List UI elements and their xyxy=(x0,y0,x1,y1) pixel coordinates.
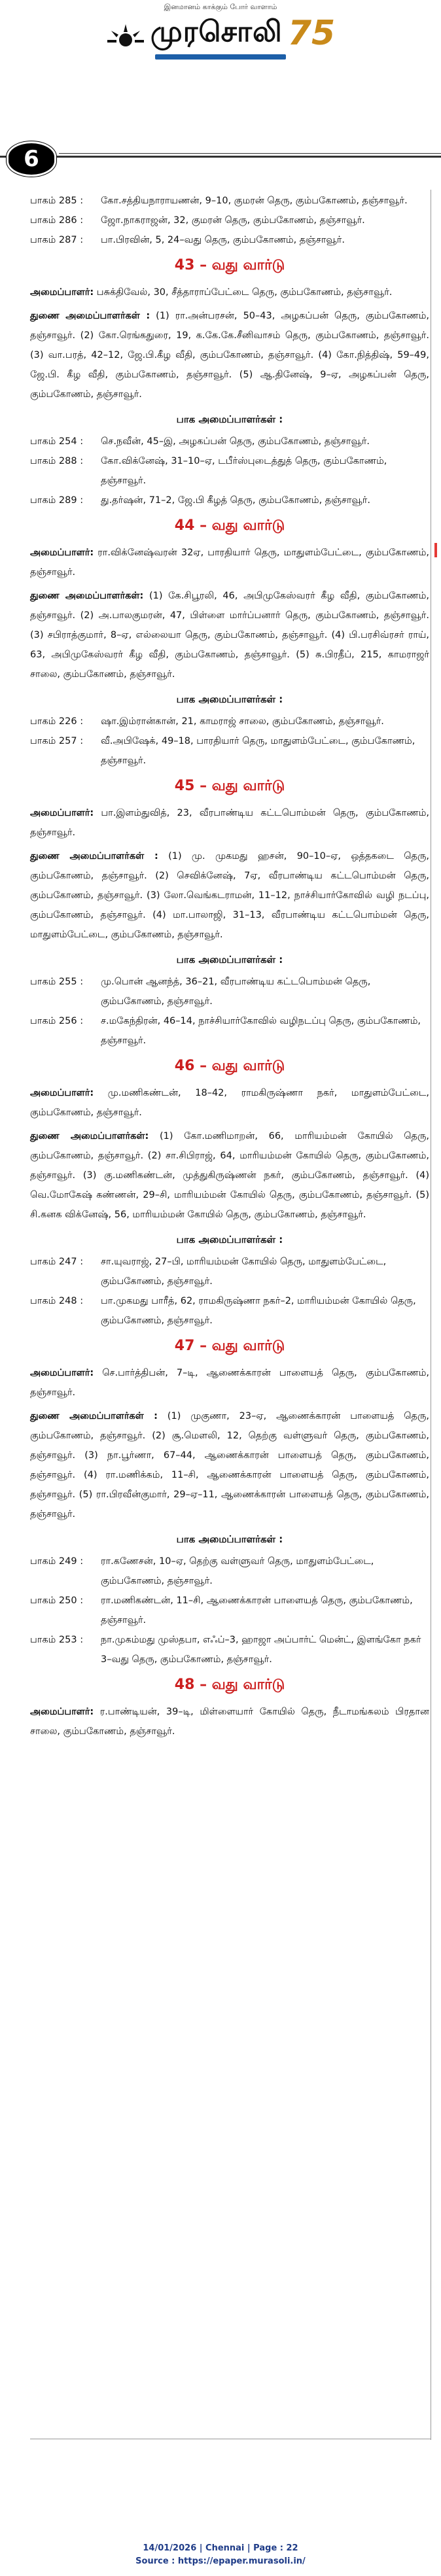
organiser-paragraph xyxy=(30,803,429,843)
booth-address: ரா.கணேசன், 10–ஏ, தெற்கு வள்ளுவர் தெரு, மாதுளம்பேட்டை, கும்பகோணம், தஞ்சாவூர். xyxy=(101,1556,374,1586)
booth-number: பாகம் 287 : xyxy=(30,235,84,245)
organiser-role-label: துணை அமைப்பாளர்கள் : xyxy=(30,311,150,321)
ward-heading: 45 – வது வார்டு xyxy=(174,778,285,794)
organiser-role-label: அமைப்பாளர்: xyxy=(30,1088,94,1098)
footer-source-line: Source : https://epaper.murasoli.in/ xyxy=(135,2556,306,2566)
organiser-role-label: அமைப்பாளர்: xyxy=(30,548,94,558)
booth-number: பாகம் 250 : xyxy=(30,1595,84,1606)
organiser-paragraph xyxy=(30,283,429,302)
booth-address: வீ.அபிஷேக், 49–18, பாரதியார் தெரு, மாதுளம்பேட்டை, கும்பகோணம், தஞ்சாவூர். xyxy=(101,736,415,766)
organiser-details: (1) முகுணா, 23–ஏ, ஆணைக்காரன் பாளையத் தெரு, கும்பகோணம், தஞ்சாவூர். (2) சூ.மௌலி, 12, தெற்கு வள்ளுவர் தெரு, கும்பகோணம், தஞ்சாவூர். (3) நா.பூர்ணா, 67–44, ஆணைக்காரன் பாளையத் தெரு, கும்பகோணம், தஞ்சாவூர். (4) ரா.மணிக்கம், 11–சி, ஆணைக்காரன் பாளையத் தெரு, கும்பகோணம், தஞ்சாவூர். (5) ரா.பிரவீன்குமார், 29–ஏ–11, ஆணைக்காரன் பாளையத் தெரு, கும்பகோணம், தஞ்சாவூர். xyxy=(30,1411,429,1520)
masthead-tagline: இனமானம் காக்கும் போர் வாளாம் xyxy=(164,3,277,11)
organiser-paragraph xyxy=(30,543,429,582)
organiser-role-label: துணை அமைப்பாளர்கள் : xyxy=(30,1411,158,1421)
booth-entry xyxy=(30,972,429,1011)
ward-heading: 44 – வது வார்டு xyxy=(174,517,285,534)
booth-address: செ.நவீன், 45–இ, அழகப்பன் தெரு, கும்பகோணம், தஞ்சாவூர். xyxy=(101,436,370,447)
organiser-details: செ.பார்த்திபன், 7–டி, ஆணைக்காரன் பாளையத் தெரு, கும்பகோணம், தஞ்சாவூர். xyxy=(30,1368,429,1398)
organiser-paragraph xyxy=(30,1363,429,1402)
booth-address: ஷா.இம்ரான்கான், 21, காமராஜ் சாலை, கும்பகோணம், தஞ்சாவூர். xyxy=(101,716,384,727)
booth-number: பாகம் 256 : xyxy=(30,1016,84,1026)
booth-number: பாகம் 285 : xyxy=(30,196,84,206)
section-subheading: பாக அமைப்பாளர்கள் : xyxy=(176,1533,283,1545)
organiser-role-label: அமைப்பாளர்: xyxy=(30,287,94,298)
anniversary-mark: 75 xyxy=(287,14,336,53)
booth-address: ஜோ.நாகராஜன், 32, குமரன் தெரு, கும்பகோணம், தஞ்சாவூர். xyxy=(101,215,365,226)
booth-entry xyxy=(30,211,429,230)
booth-number: பாகம் 255 : xyxy=(30,977,84,987)
organiser-details: (1) ரா.அன்பரசன், 50–43, அழகப்பன் தெரு, கும்பகோணம், தஞ்சாவூர். (2) கோ.ரெங்கதுரை, 19, க.கே.கே.சீனிவாசம் தெரு, கும்பகோணம், தஞ்சாவூர். (3) வா.பரத், 42–12, ஜே.பி.கீழ வீதி, கும்பகோணம், தஞ்சாவூர். (4) கோ.நித்திஷ், 59–49, ஜே.பி. கீழ வீதி, கும்பகோணம், தஞ்சாவூர். (5) ஆ.தினேஷ், 9–ஏ, அழகப்பன் தெரு, கும்பகோணம், தஞ்சாவூர். xyxy=(30,311,429,400)
section-subheading: பாக அமைப்பாளர்கள் : xyxy=(176,693,283,705)
organiser-role-label: துணை அமைப்பாளர்கள் : xyxy=(30,851,158,862)
section-subheading: பாக அமைப்பாளர்கள் : xyxy=(176,1234,283,1245)
organiser-details: (1) கே.சிபூரலி, 46, அபிமுகேஸ்வரர் கீழ வீதி, கும்பகோணம், தஞ்சாவூர். (2) அ.பாலகுமரன், 47, பிள்ளை மார்ப்பனார் தெரு, கும்பகோணம், தஞ்சாவூர். (3) சபிராத்குமார், 8–ஏ, எல்லையா தெரு, கும்பகோணம், தஞ்சாவூர். (4) பி.பரசிவ்ரசர் ராய், 63, அபிமுகேஸ்வரர் கீழ வீதி, கும்பகோணம், தஞ்சாவூர். (5) சு.பிரதீப், 215, காமராஜர் சாலை, கும்பகோணம், தஞ்சாவூர். xyxy=(30,591,430,680)
organiser-role-label: துணை அமைப்பாளர்கள்: xyxy=(30,591,144,601)
page-number-bar xyxy=(0,141,441,173)
sun-rays-icon xyxy=(106,20,145,46)
organiser-details: (1) கோ.மணிமாறன், 66, மாரியம்மன் கோயில் தெரு, கும்பகோணம், தஞ்சாவூர். (2) சா.சிபிராஜ், 64, மாரியம்மன் கோயில் தெரு, கும்பகோணம், தஞ்சாவூர். (3) கு.மணிகண்டன், முத்துகிருஷ்ணன் நகர், கும்பகோணம், தஞ்சாவூர். (4) வெ.மோகேஷ் கண்ணன், 29–சி, மாரியம்மன் கோயில் தெரு, கும்பகோணம், தஞ்சாவூர். (5) சி.கனக விக்னேஷ், 56, மாரியம்மன் கோயில் தெரு, கும்பகோணம், தஞ்சாவூர். xyxy=(30,1131,429,1220)
booth-entry xyxy=(30,1011,429,1051)
booth-entry xyxy=(30,432,429,451)
booth-address: சா.யுவராஜ், 27–பி, மாரியம்மன் கோயில் தெரு, மாதுளம்பேட்டை, கும்பகோணம், தஞ்சாவூர். xyxy=(101,1257,387,1287)
section-subheading: பாக அமைப்பாளர்கள் : xyxy=(176,413,283,425)
organiser-role-label: அமைப்பாளர்: xyxy=(30,1368,94,1378)
booth-entry xyxy=(30,191,429,211)
organiser-role-label: அமைப்பாளர்: xyxy=(30,1707,94,1717)
booth-address: மு.பொன் ஆனந்த், 36–21, வீரபாண்டிய கட்டபொம்மன் தெரு, கும்பகோணம், தஞ்சாவூர். xyxy=(101,977,371,1007)
organiser-details: பா.இளம்துவித், 23, வீரபாண்டிய கட்டபொம்மன் தெரு, கும்பகோணம், தஞ்சாவூர். xyxy=(30,808,429,838)
organiser-details: பசுக்திவேல், 30, சீத்தாராப்பேட்டை தெரு, கும்பகோணம், தஞ்சாவூர். xyxy=(94,287,393,298)
page-number-badge: 6 xyxy=(7,141,56,177)
booth-address: து.தர்ஷன், 71–2, ஜே.பி கீழத் தெரு, கும்பகோணம், தஞ்சாவூர். xyxy=(101,495,370,506)
booth-number: பாகம் 286 : xyxy=(30,215,84,226)
booth-entry xyxy=(30,1252,429,1291)
booth-entry xyxy=(30,1552,429,1591)
booth-address: ச.மகேந்திரன், 46–14, நாச்சியார்கோவில் வழிநடப்பு தெரு, கும்பகோணம், தஞ்சாவூர். xyxy=(101,1016,421,1046)
organiser-paragraph xyxy=(30,1126,429,1225)
booth-address: பா.பிரவின், 5, 24–வது தெரு, கும்பகோணம், தஞ்சாவூர். xyxy=(101,235,345,245)
next-column-marker xyxy=(434,543,437,557)
booth-address: நா.முகம்மது முஸ்தபா, எஃப்–3, ஹாஜா அப்பார்ட் மென்ட், இளங்கோ நகர் 3–வது தெரு, கும்பகோணம், தஞ்சாவூர். xyxy=(101,1635,421,1665)
organiser-details: (1) மு. முகமது ஹசன், 90–10–ஏ, ஒத்தகடை தெரு, கும்பகோணம், தஞ்சாவூர். (2) செவிக்னேஷ், 7ஏ, வீரபாண்டிய கட்டபொம்மன் தெரு, கும்பகோணம், தஞ்சாவூர். (3) லோ.வெங்கடராமன், 11–12, நாச்சியார்கோவில் வழி நடப்பு, கும்பகோணம், தஞ்சாவூர். (4) மா.பாலாஜி, 31–13, வீரபாண்டிய கட்டபொம்மன் தெரு, மாதுளம்பேட்டை, கும்பகோணம், தஞ்சாவூர். xyxy=(30,851,429,940)
page-bar-thin-rule xyxy=(59,153,441,154)
article-column xyxy=(30,191,429,1741)
booth-number: பாகம் 247 : xyxy=(30,1257,84,1267)
ward-heading: 48 – வது வார்டு xyxy=(174,1677,285,1693)
booth-entry xyxy=(30,731,429,771)
organiser-paragraph xyxy=(30,586,429,684)
booth-number: பாகம் 248 : xyxy=(30,1296,84,1306)
organiser-details: மு.மணிகண்டன், 18–42, ராமகிருஷ்ணா நகர், மாதுளம்பேட்டை, கும்பகோணம், தஞ்சாவூர். xyxy=(30,1088,429,1118)
masthead-logo-row xyxy=(0,14,441,53)
booth-number: பாகம் 249 : xyxy=(30,1556,84,1567)
booth-number: பாகம் 253 : xyxy=(30,1635,84,1645)
masthead xyxy=(0,0,441,65)
organiser-details: ர.பாண்டியன், 39–டி, மிள்ளையார் கோயில் தெரு, நீடாமங்கலம் பிரதான சாலை, கும்பகோணம், தஞ்சாவூர். xyxy=(30,1707,429,1737)
organiser-paragraph xyxy=(30,1702,429,1741)
organiser-paragraph xyxy=(30,1406,429,1524)
ward-heading: 46 – வது வார்டு xyxy=(174,1058,285,1074)
page-footer xyxy=(0,2542,441,2568)
organiser-paragraph xyxy=(30,1083,429,1123)
organiser-paragraph xyxy=(30,306,429,404)
booth-entry xyxy=(30,712,429,731)
masthead-strip xyxy=(155,54,286,60)
booth-entry xyxy=(30,491,429,510)
booth-number: பாகம் 289 : xyxy=(30,495,84,506)
footer-date-line: 14/01/2026 | Chennai | Page : 22 xyxy=(143,2543,298,2553)
organiser-details: ரா.விக்னேஷ்வரன் 32ஏ, பாரதியார் தெரு, மாதுளம்பேட்டை, கும்பகோணம், தஞ்சாவூர். xyxy=(30,548,429,578)
booth-entry xyxy=(30,451,429,491)
section-subheading: பாக அமைப்பாளர்கள் : xyxy=(176,954,283,966)
booth-number: பாகம் 257 : xyxy=(30,736,84,746)
booth-entry xyxy=(30,230,429,250)
ward-heading: 43 – வது வார்டு xyxy=(174,257,285,273)
organiser-paragraph xyxy=(30,846,429,945)
booth-number: பாகம் 254 : xyxy=(30,436,84,447)
organiser-role-label: துணை அமைப்பாளர்கள்: xyxy=(30,1131,149,1141)
booth-address: கோ.சத்தியநாராயணன், 9–10, குமரன் தெரு, கும்பகோணம், தஞ்சாவூர். xyxy=(101,196,408,206)
booth-entry xyxy=(30,1630,429,1669)
booth-entry xyxy=(30,1291,429,1331)
booth-entry xyxy=(30,1591,429,1630)
booth-address: பா.முகமது பாரீத், 62, ராமகிருஷ்ணா நகர்–2, மாரியம்மன் கோயில் தெரு, கும்பகோணம், தஞ்சாவூர். xyxy=(101,1296,416,1326)
booth-address: கோ.விக்னேஷ், 31–10–ஏ, டபீர்ஸ்புடைத்துத் தெரு, கும்பகோணம், தஞ்சாவூர். xyxy=(101,456,387,486)
masthead-title: முரசொலி xyxy=(150,14,283,48)
booth-address: ரா.மணிகண்டன், 11–சி, ஆணைக்காரன் பாளையத் தெரு, கும்பகோணம், தஞ்சாவூர். xyxy=(101,1595,413,1626)
page-bar-rule xyxy=(0,156,441,158)
ward-heading: 47 – வது வார்டு xyxy=(174,1338,285,1354)
booth-number: பாகம் 288 : xyxy=(30,456,84,466)
booth-number: பாகம் 226 : xyxy=(30,716,84,727)
organiser-role-label: அமைப்பாளர்: xyxy=(30,808,94,818)
